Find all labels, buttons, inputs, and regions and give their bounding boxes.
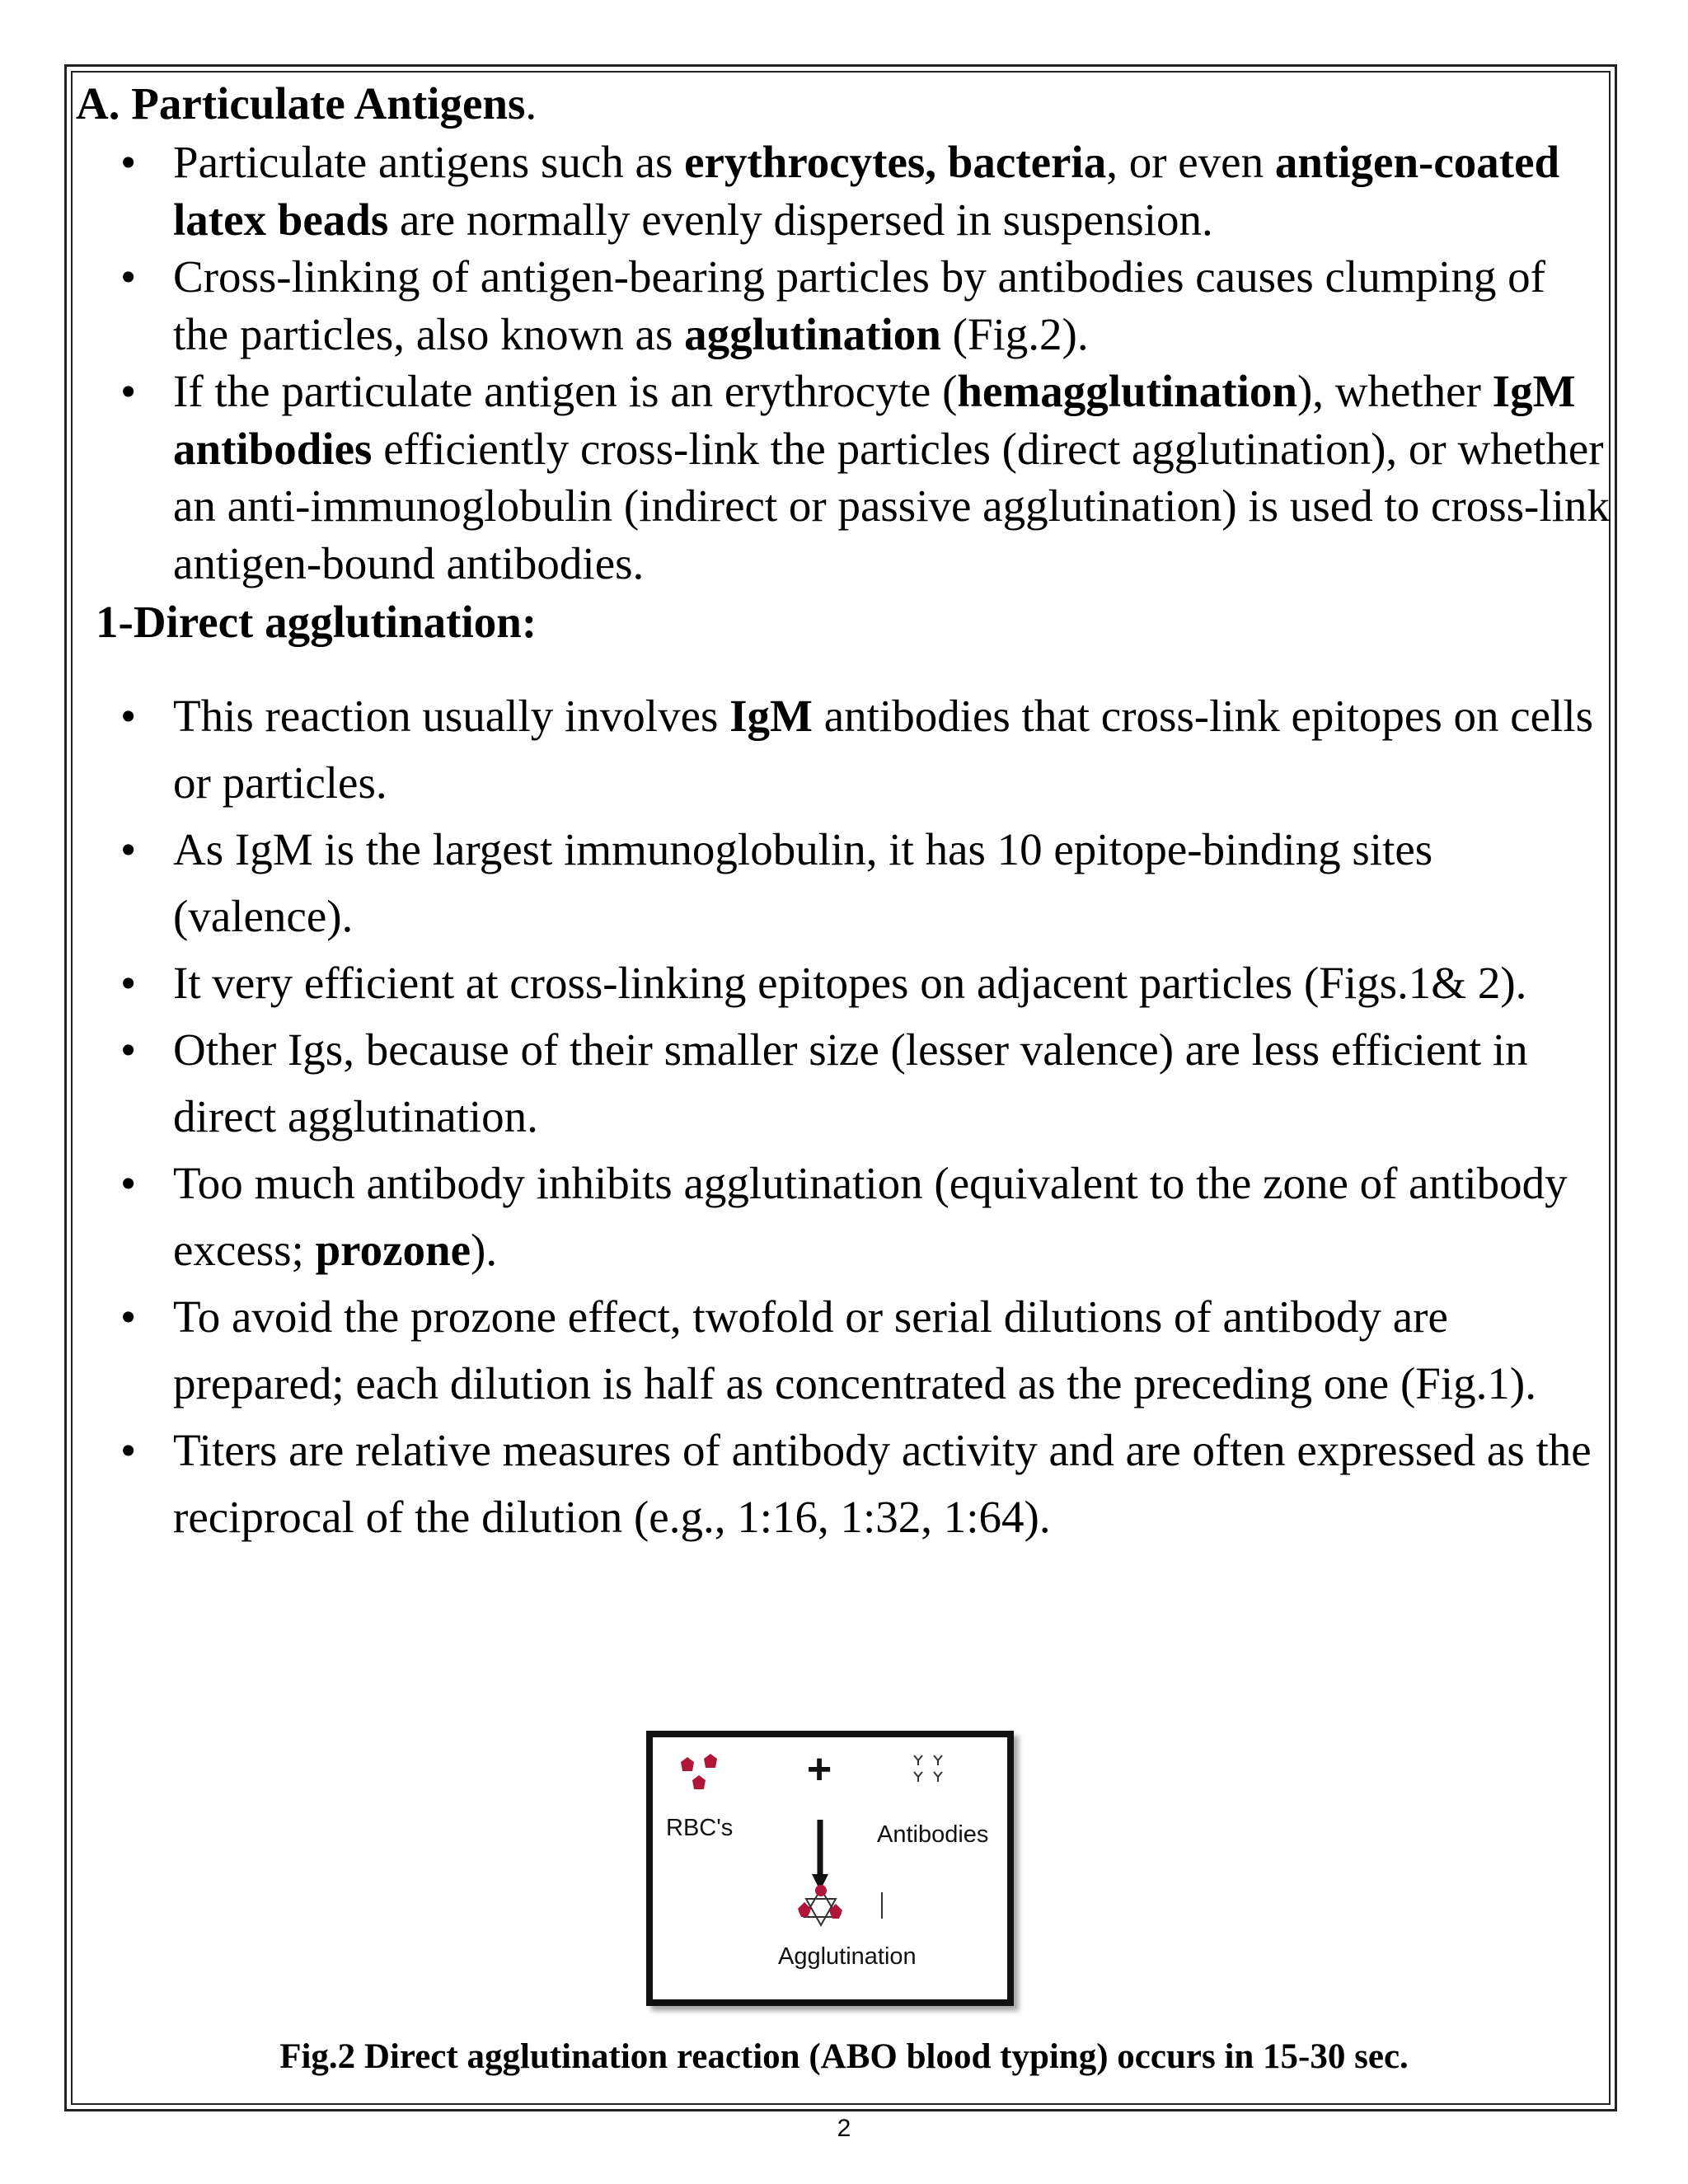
text-run: ), whether <box>1296 366 1493 416</box>
text-run: Particulate antigens such as <box>173 137 685 187</box>
text-run: efficiently cross-link the particles (direct agglutination), or whether an anti-immunoglobulin (indirect or passive agglutination) is used to cross-link antigen-bound antibodies. <box>173 423 1610 588</box>
section-a-title: A. Particulate Antigens <box>76 78 526 129</box>
antibodies-icon <box>914 1755 942 1782</box>
document-body <box>76 74 1611 1550</box>
text-run: , or even <box>1106 137 1275 187</box>
section-a-title-suffix: . <box>525 78 537 129</box>
arrow-down-icon <box>812 1820 828 1891</box>
plus-icon: + <box>806 1746 832 1793</box>
text-run: It very efficient at cross-linking epitopes on adjacent particles (Figs.1& 2). <box>173 958 1527 1008</box>
antibodies-label: Antibodies <box>877 1821 989 1848</box>
direct-agglutination-bullet <box>76 682 1611 816</box>
text-run: Other Igs, because of their smaller size (lesser valence) are less efficient in direct agglutination. <box>173 1024 1528 1141</box>
bold-term: IgM <box>729 691 813 741</box>
section-a-bullet <box>76 134 1611 248</box>
direct-agglutination-bullet-list <box>76 682 1611 1550</box>
direct-agglutination-bullet <box>76 949 1611 1016</box>
section-a-bullet <box>76 363 1611 592</box>
text-run: If the particulate antigen is an erythrocyte ( <box>173 366 958 416</box>
bold-term: prozone <box>315 1225 471 1275</box>
section-a-heading <box>76 74 1611 134</box>
text-run: are normally evenly dispersed in suspension. <box>388 194 1213 245</box>
text-run: ). <box>471 1225 498 1275</box>
rbc-cells-icon <box>681 1754 717 1789</box>
text-run: Cross-linking of antigen-bearing particles by antibodies causes clumping of the particles, also known as <box>173 251 1545 359</box>
figure-caption: Fig.2 Direct agglutination reaction (ABO blood typing) occurs in 15-30 sec. <box>279 2037 1409 2076</box>
page-number: 2 <box>837 2115 851 2142</box>
section-a-bullet-list <box>76 134 1611 592</box>
rbc-label: RBC's <box>666 1815 734 1841</box>
agglutinated-cluster-icon <box>798 1885 842 1925</box>
text-run: To avoid the prozone effect, twofold or serial dilutions of antibody are prepared; each dilution is half as concentrated as the preceding one (Fig.1). <box>173 1291 1536 1408</box>
text-run: Too much antibody inhibits agglutination (equivalent to the zone of antibody excess; <box>173 1158 1568 1275</box>
direct-agglutination-bullet <box>76 1417 1611 1550</box>
bold-term: IgM antibodies <box>173 366 1576 474</box>
bold-term: erythrocytes, bacteria <box>684 137 1107 187</box>
bold-term: agglutination <box>684 308 941 359</box>
agglutination-label: Agglutination <box>778 1943 917 1970</box>
bold-term: hemagglutination <box>957 366 1297 416</box>
agglutination-figure <box>646 1731 1014 2006</box>
text-run: As IgM is the largest immunoglobulin, it has 10 epitope-binding sites (valence). <box>173 824 1433 941</box>
text-run: Titers are relative measures of antibody activity and are often expressed as the reciprocal of the dilution (e.g., 1:16, 1:32, 1:64). <box>173 1425 1592 1542</box>
text-run: antibodies that cross-link epitopes on cells or particles. <box>173 691 1594 808</box>
direct-agglutination-bullet <box>76 816 1611 949</box>
direct-agglutination-bullet <box>76 1283 1611 1417</box>
text-run: This reaction usually involves <box>173 691 730 741</box>
bold-term: antigen-coated latex beads <box>173 137 1560 245</box>
text-run: (Fig.2). <box>940 308 1089 359</box>
direct-agglutination-bullet <box>76 1150 1611 1283</box>
direct-agglutination-bullet <box>76 1016 1611 1150</box>
direct-agglutination-heading: 1-Direct agglutination: <box>96 597 537 647</box>
section-a-bullet <box>76 248 1611 363</box>
